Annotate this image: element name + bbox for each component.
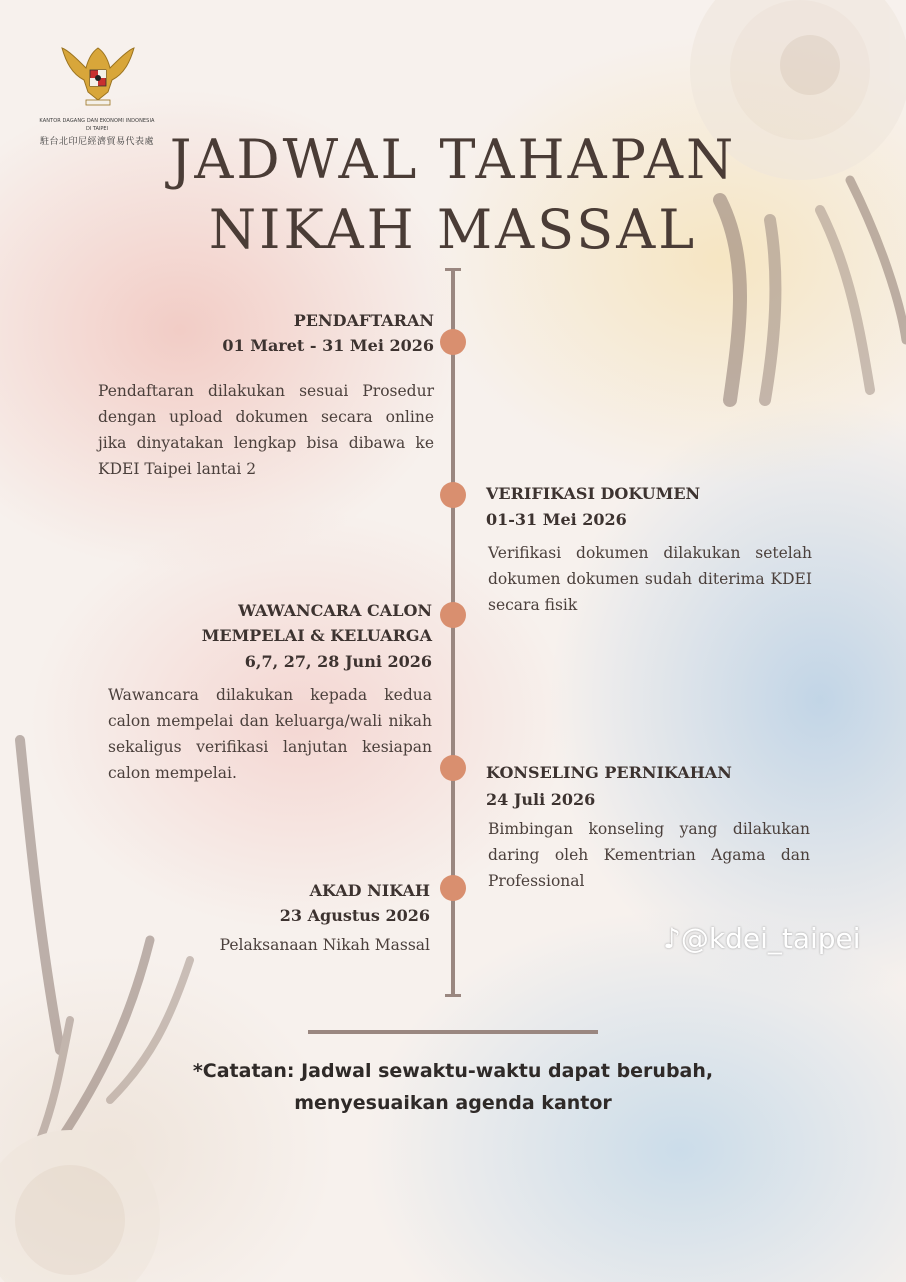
stage-description-verifikasi: Verifikasi dokumen dilakukan setelah dokumen dokumen sudah diterima KDEI secara fisik (488, 544, 812, 614)
page-title-line1: JADWAL TAHAPAN (169, 128, 737, 191)
stage-title-verifikasi: VERIFIKASI DOKUMEN (486, 484, 701, 503)
stage-title-pendaftaran: PENDAFTARAN (293, 311, 434, 330)
stage-title-akad: AKAD NIKAH (309, 881, 430, 900)
divider-line (308, 1030, 598, 1034)
timeline-dot-wawancara (440, 602, 466, 628)
tiktok-handle: @kdei_taipei (680, 922, 861, 955)
stage-date-konseling: 24 Juli 2026 (486, 790, 596, 809)
floral-decoration-bottom-left (0, 720, 260, 1282)
stage-description-konseling: Bimbingan konseling yang dilakukan daring oleh Kementrian Agama dan Professional (488, 820, 810, 890)
timeline-dot-pendaftaran (440, 329, 466, 355)
timeline-dot-akad (440, 875, 466, 901)
note-line1: *Catatan: Jadwal sewaktu-waktu dapat berubah, (192, 1060, 714, 1082)
stage-title-wawancara-line2: MEMPELAI & KELUARGA (201, 626, 432, 645)
timeline-dot-konseling (440, 755, 466, 781)
timeline-bottom-cap (445, 994, 461, 997)
stage-date-wawancara: 6,7, 27, 28 Juni 2026 (244, 652, 432, 671)
org-name-line1: KANTOR DAGANG DAN EKONOMI INDONESIA (39, 118, 155, 124)
stage-date-akad: 23 Agustus 2026 (279, 906, 430, 925)
stage-description-wawancara: Wawancara dilakukan kepada kedua calon mempelai dan keluarga/wali nikah sekaligus verifikasi lanjutan kesiapan calon mempelai. (108, 686, 432, 782)
tiktok-icon: ♪ (663, 922, 681, 955)
org-name-chinese: 駐台北印尼經濟貿易代表處 (39, 137, 154, 147)
stage-description-pendaftaran: Pendaftaran dilakukan sesuai Prosedur dengan upload dokumen secara online jika dinyatakan lengkap bisa dibawa ke KDEI Taipei lantai 2 (98, 382, 434, 478)
stage-description-akad: Pelaksanaan Nikah Massal (219, 936, 430, 954)
garuda-emblem-icon (58, 40, 138, 112)
tiktok-watermark (663, 922, 861, 955)
org-name-line2: DI TAIPEI (85, 126, 109, 132)
note-line2: menyesuaikan agenda kantor (294, 1092, 612, 1114)
stage-title-konseling: KONSELING PERNIKAHAN (486, 763, 732, 782)
timeline-dot-verifikasi (440, 482, 466, 508)
timeline-top-cap (445, 268, 461, 271)
page-title-line2: NIKAH MASSAL (208, 198, 698, 261)
stage-date-verifikasi: 01-31 Mei 2026 (486, 510, 627, 529)
stage-title-wawancara-line1: WAWANCARA CALON (238, 601, 432, 620)
stage-date-pendaftaran: 01 Maret - 31 Mei 2026 (222, 336, 434, 355)
